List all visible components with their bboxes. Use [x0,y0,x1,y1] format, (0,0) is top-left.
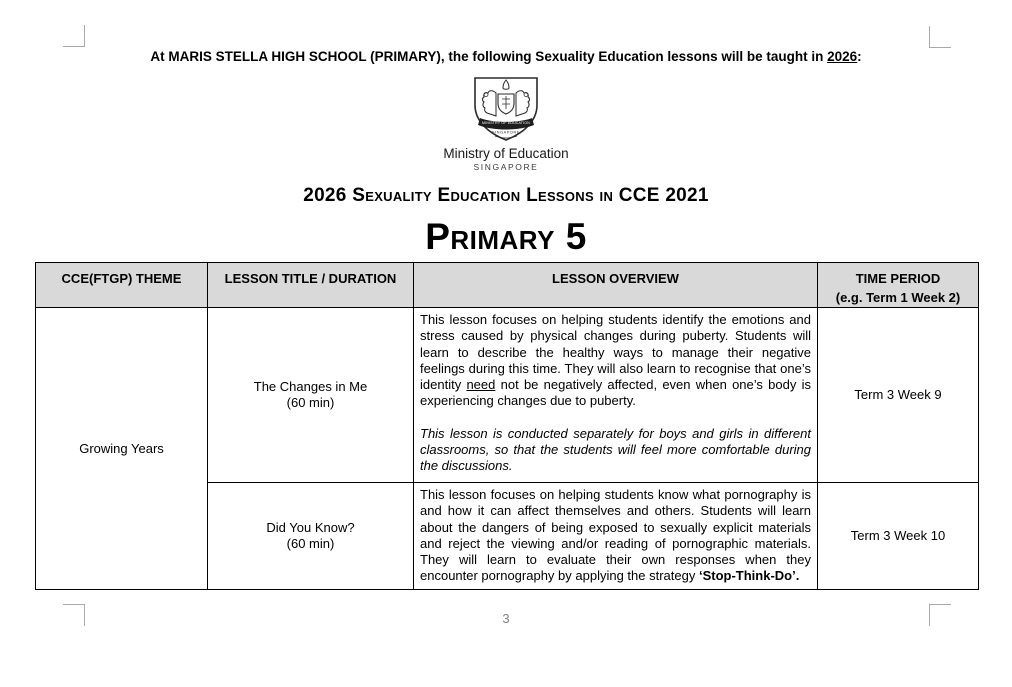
margin-mark-top-left [63,25,85,47]
table-header-row [36,263,979,308]
column-header-overview: LESSON OVERVIEW [414,263,818,308]
margin-mark-top-right [929,26,951,48]
time-period-cell: Term 3 Week 10 [818,483,979,590]
logo-org-name: Ministry of Education [443,146,569,161]
lesson-title-cell [208,483,414,590]
grade-level-title: Primary 5 [425,216,587,257]
lesson-title: Did You Know? [266,520,355,535]
time-period-cell: Term 3 Week 9 [818,308,979,483]
column-header-lesson-title: LESSON TITLE / DURATION [208,263,414,308]
bold-strategy-phrase: ‘Stop-Think-Do’. [698,568,800,584]
crest-flame [503,80,509,89]
overview-note-italic: This lesson is conducted separately for boys and girls in different classrooms, so that the students will feel more comfortable during the discussions. [420,425,811,474]
lesson-title-cell [208,308,414,483]
intro-text-before: At MARIS STELLA HIGH SCHOOL (PRIMARY), the following Sexuality Education lessons will be taught in [150,49,828,64]
document-title: 2026 Sexuality Education Lessons in CCE 2021 [303,185,709,206]
lesson-title: The Changes in Me [253,379,368,394]
column-header-time-period [818,263,979,308]
column-header-theme: CCE(FTGP) THEME [36,263,208,308]
theme-cell: Growing Years [36,308,208,590]
lesson-duration: (60 min) [286,395,335,410]
crest-banner-text: MINISTRY OF EDUCATION [482,121,530,125]
lessons-table [35,262,979,590]
time-period-header-line1: TIME PERIOD [855,271,941,286]
intro-year: 2026 [827,49,858,64]
intro-statement [0,49,1012,64]
underlined-word: need [466,377,496,393]
lesson-duration: (60 min) [286,536,335,551]
logo-country-name: SINGAPORE [473,162,539,172]
page-number: 3 [502,611,510,626]
lesson-overview-cell [414,308,818,483]
crest-lion-right [516,91,530,116]
crest-lion-left [483,91,497,116]
crest-ribbon-text: SINGAPORE [492,130,520,135]
intro-text-after: : [857,49,862,64]
time-period-header-line2: (e.g. Term 1 Week 2) [835,290,961,305]
overview-paragraph: This lesson focuses on helping students know what pornography is and how it can affect themselves and others. Students will learn about the dangers of being exposed to sexually explicit materials and reject the viewing and/or reading of pornographic materials. They will learn to evaluate their own responses when they encounter pornography by applying the strategy ‘Stop-Think-Do’. [420,487,811,584]
table-row [36,308,979,483]
overview-paragraph: This lesson focuses on helping students identify the emotions and stress caused by physical changes during puberty. Students will learn to describe the healthy ways to manage their negative feelings during this time. They will also learn to recognise that one’s identity need not be negatively affected, even when one’s body is experiencing changes due to puberty. [420,312,811,409]
lesson-overview-cell [414,483,818,590]
ministry-of-education-logo [0,77,1012,172]
moe-crest-icon [469,77,543,143]
